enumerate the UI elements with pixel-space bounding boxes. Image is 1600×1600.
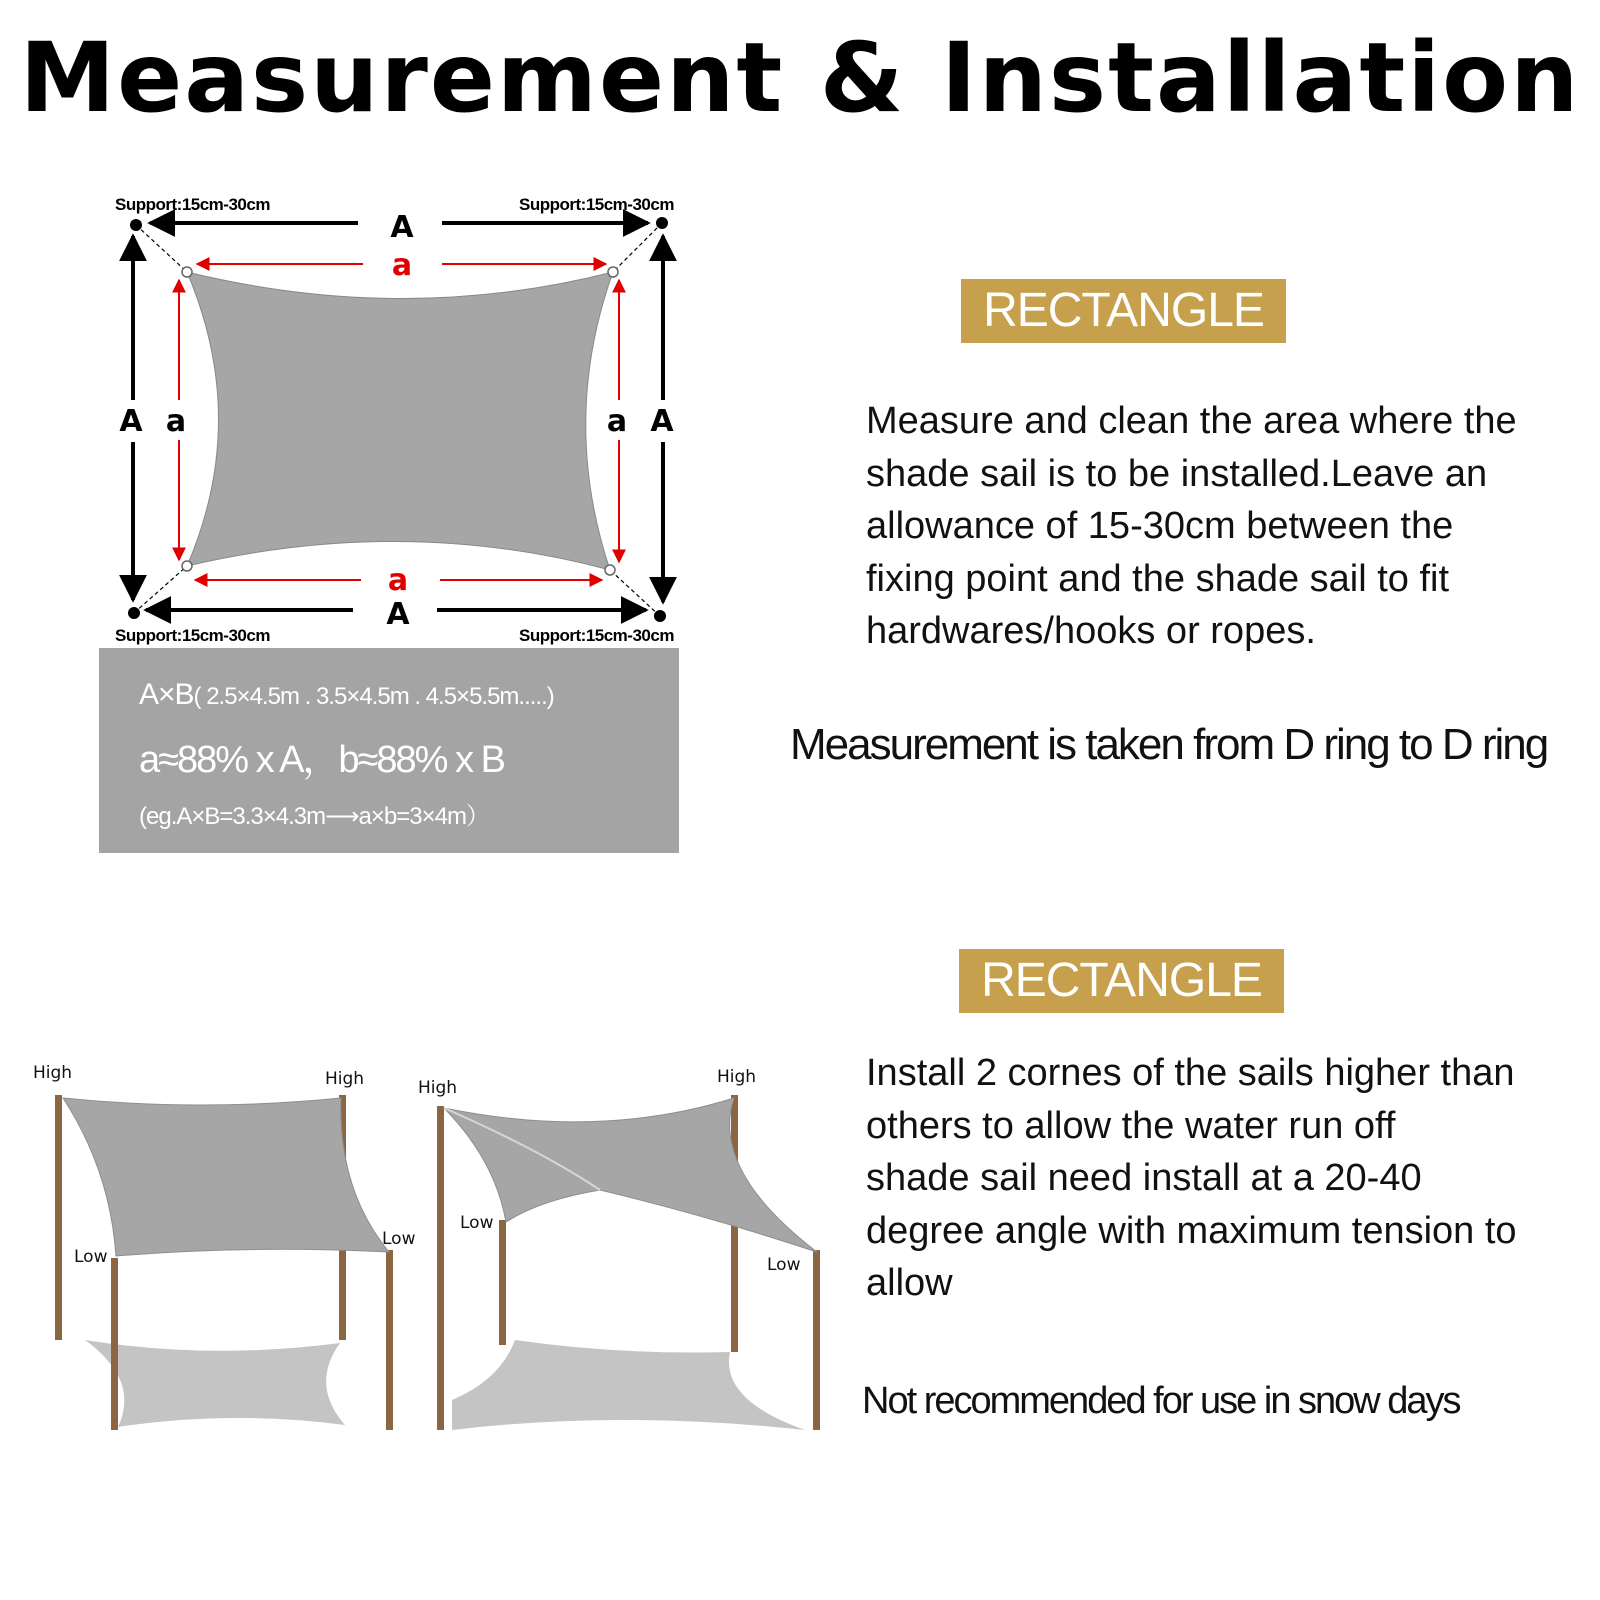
measurement-diagram bbox=[115, 195, 674, 645]
install-line-1: Install 2 cornes of the sails higher than bbox=[866, 1052, 1515, 1094]
low-label-3: Low bbox=[460, 1213, 494, 1233]
inner-label-top: a bbox=[391, 248, 413, 283]
measure-line-4: fixing point and the shade sail to fit bbox=[866, 557, 1450, 600]
measure-line-2: shade sail is to be installed.Leave an bbox=[866, 452, 1488, 495]
page-title: Measurement & Installation bbox=[19, 22, 1581, 134]
measure-line-3: allowance of 15-30cm between the bbox=[866, 505, 1454, 547]
formula-main: A×B bbox=[139, 678, 194, 711]
install-line-4: degree angle with maximum tension to bbox=[866, 1209, 1517, 1252]
rectangle-badge-2: RECTANGLE bbox=[959, 949, 1284, 1013]
measure-line-1: Measure and clean the area where the bbox=[866, 400, 1517, 442]
high-label-1: High bbox=[33, 1063, 73, 1083]
high-label-3: High bbox=[418, 1078, 458, 1098]
outer-label-left: A bbox=[119, 404, 143, 439]
d-ring-note: Measurement is taken from D ring to D ring bbox=[790, 720, 1548, 769]
install-diagram-right bbox=[418, 1067, 820, 1430]
inner-label-bottom: a bbox=[387, 563, 409, 598]
support-label-tr: Support:15cm-30cm bbox=[519, 195, 674, 214]
outer-label-bottom: A bbox=[386, 597, 410, 632]
high-label-4: High bbox=[717, 1067, 757, 1087]
outer-label-top: A bbox=[390, 210, 414, 245]
inner-label-left: a bbox=[165, 404, 187, 439]
shadow-right bbox=[452, 1340, 805, 1430]
high-label-2: High bbox=[325, 1069, 365, 1089]
formula-line-2: a≈88% x A，b≈88% x B bbox=[139, 739, 504, 781]
snow-note: Not recommended for use in snow days bbox=[862, 1380, 1460, 1422]
inner-label-right: a bbox=[606, 404, 628, 439]
install-line-3: shade sail need install at a 20-40 bbox=[866, 1157, 1422, 1199]
install-instructions bbox=[866, 1047, 1586, 1310]
formula-line-3: (eg.A×B=3.3×4.3m⟶a×b=3×4m） bbox=[139, 803, 489, 830]
install-diagram-left bbox=[33, 1063, 416, 1430]
support-label-bl: Support:15cm-30cm bbox=[115, 626, 270, 645]
low-label-1: Low bbox=[74, 1247, 108, 1267]
formula-box bbox=[99, 648, 679, 853]
formula-sizes: ( 2.5×4.5m . 3.5×4.5m . 4.5×5.5m.....) bbox=[193, 683, 554, 710]
install-line-2: others to allow the water run off bbox=[866, 1104, 1396, 1147]
low-label-2: Low bbox=[382, 1229, 416, 1249]
rectangle-badge-1: RECTANGLE bbox=[961, 279, 1286, 343]
install-line-5: allow bbox=[866, 1262, 953, 1304]
outer-label-right: A bbox=[650, 404, 674, 439]
formula-line-1 bbox=[139, 678, 554, 712]
measure-instructions bbox=[866, 395, 1586, 658]
sail-left bbox=[63, 1098, 389, 1256]
support-label-tl: Support:15cm-30cm bbox=[115, 195, 270, 214]
shadow-left bbox=[85, 1340, 345, 1427]
sail-shape bbox=[187, 272, 613, 570]
measure-line-5: hardwares/hooks or ropes. bbox=[866, 610, 1316, 652]
low-label-4: Low bbox=[767, 1255, 801, 1275]
support-label-br: Support:15cm-30cm bbox=[519, 626, 674, 645]
